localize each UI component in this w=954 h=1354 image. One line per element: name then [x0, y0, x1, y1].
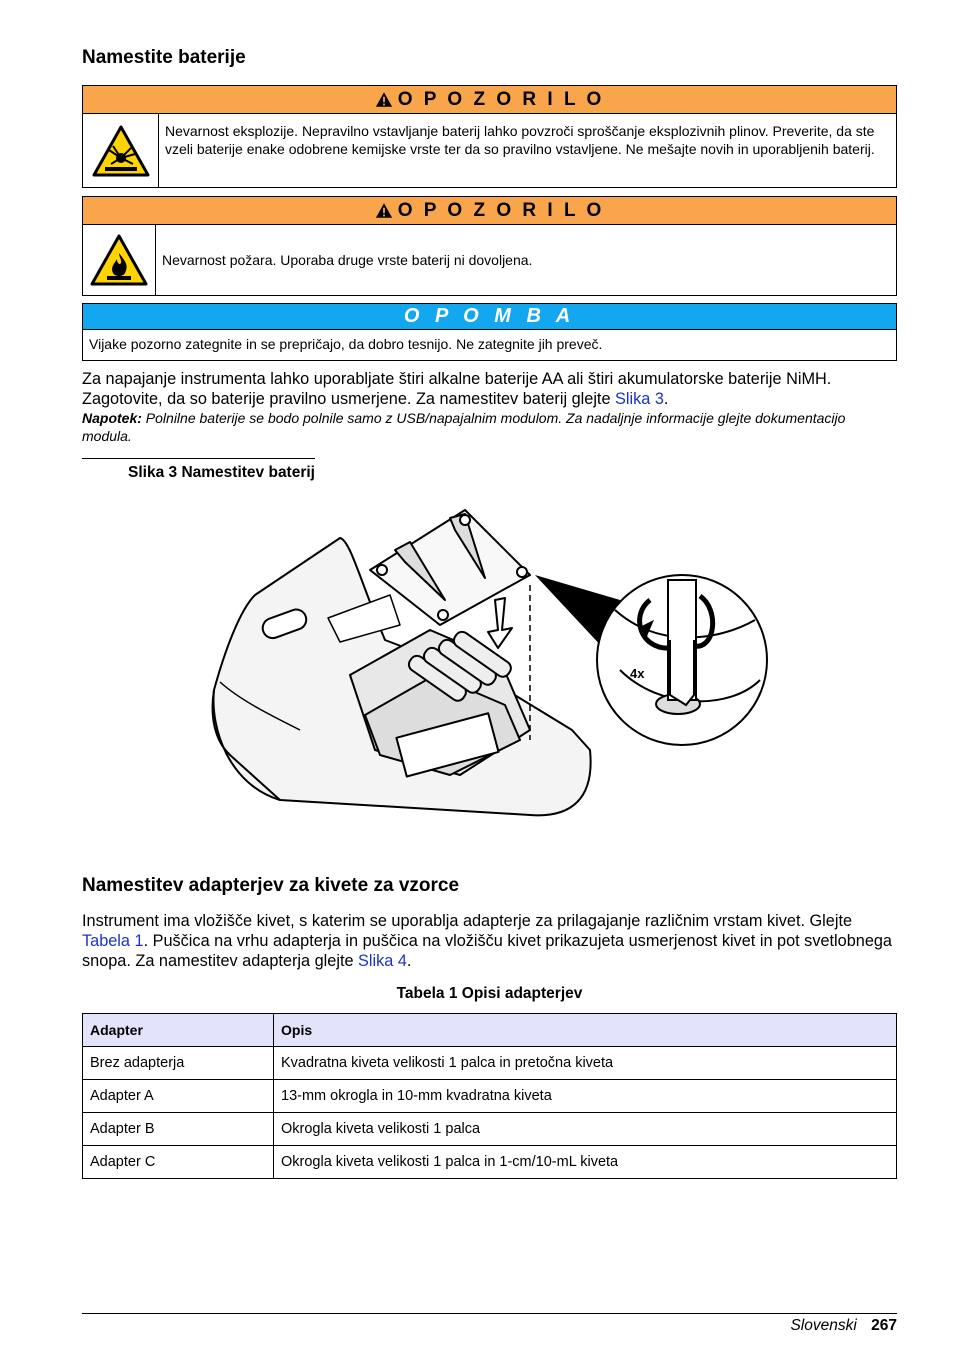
adapter-paragraph: Instrument ima vložišče kivet, s katerim se uporablja adapterje za prilagajanje različnim vrstam kivet. Glejte Tabela 1. Puščica na vrhu adapterja in puščica na vložišču kivet prikazujeta usmerjenost kivet in pot svetlobnega snopa. Za namestitev adapterja glejte Slika 4. [82, 912, 892, 970]
battery-paragraph: Za napajanje instrumenta lahko uporabljate štiri alkalne baterije AA ali štiri akumulatorske baterije NiMH. Zagotovite, da so baterije pravilno usmerjene. Za namestitev baterij glejte Slika 3. [82, 370, 832, 408]
warning-header: O P O Z O R I L O [83, 86, 896, 114]
table-header-row [83, 1014, 897, 1047]
figure-caption: Slika 3 Namestitev baterij [82, 458, 315, 482]
table-caption: Tabela 1 Opisi adapterjev [396, 985, 583, 1002]
warning-box-explosion [82, 85, 897, 188]
note-box [82, 303, 897, 361]
warning-text: Nevarnost eksplozije. Nepravilno vstavljanje baterij lahko povzroči sproščanje eksplozivnih plinov. Preverite, da ste vzeli baterije enake odobrene kemijske vrste ter da so pravilno vstavljene. Ne mešajte novih in uporabljenih baterij. [165, 123, 875, 157]
column-header-description: Opis [274, 1014, 897, 1047]
table-cell: Brez adapterja [83, 1047, 274, 1080]
table-row [83, 1047, 897, 1080]
page-footer [82, 1313, 897, 1335]
column-header-adapter: Adapter [83, 1014, 274, 1047]
section-title-batteries: Namestite baterije [82, 47, 246, 68]
link-figure-3[interactable]: Slika 3 [615, 390, 664, 408]
warning-header: O P O Z O R I L O [83, 197, 896, 225]
battery-installation-figure [200, 500, 780, 850]
table-cell: Okrogla kiveta velikosti 1 palca [274, 1113, 897, 1146]
warning-triangle-icon [375, 91, 393, 108]
warning-triangle-icon [375, 202, 393, 219]
link-table-1[interactable]: Tabela 1 [82, 932, 144, 950]
table-row [83, 1113, 897, 1146]
explosion-hazard-icon [83, 114, 159, 187]
footer-language: Slovenski [790, 1317, 857, 1334]
note-text: Vijake pozorno zategnite in se prepričajo, da dobro tesnijo. Ne zategnite jih preveč. [89, 336, 603, 352]
table-row [83, 1080, 897, 1113]
warning-box-fire [82, 196, 897, 296]
link-figure-4[interactable]: Slika 4 [358, 952, 407, 970]
adapter-table [82, 1013, 897, 1179]
repeat-count-label: 4x [630, 666, 645, 681]
table-cell: Kvadratna kiveta velikosti 1 palca in pretočna kiveta [274, 1047, 897, 1080]
hint-text: Napotek: Polnilne baterije se bodo polnile samo z USB/napajalnim modulom. Za nadaljnje informacije glejte dokumentacijo modula. [82, 410, 846, 444]
note-header: O P O M B A [83, 304, 896, 330]
table-cell: Adapter B [83, 1113, 274, 1146]
table-cell: 13-mm okrogla in 10-mm kvadratna kiveta [274, 1080, 897, 1113]
table-cell: Okrogla kiveta velikosti 1 palca in 1-cm/10-mL kiveta [274, 1146, 897, 1179]
fire-hazard-icon [83, 225, 156, 295]
table-cell: Adapter C [83, 1146, 274, 1179]
table-row [83, 1146, 897, 1179]
section-title-adapters: Namestitev adapterjev za kivete za vzorce [82, 875, 460, 896]
warning-text: Nevarnost požara. Uporaba druge vrste baterij ni dovoljena. [162, 252, 533, 268]
page-number: 267 [871, 1317, 897, 1334]
table-cell: Adapter A [83, 1080, 274, 1113]
